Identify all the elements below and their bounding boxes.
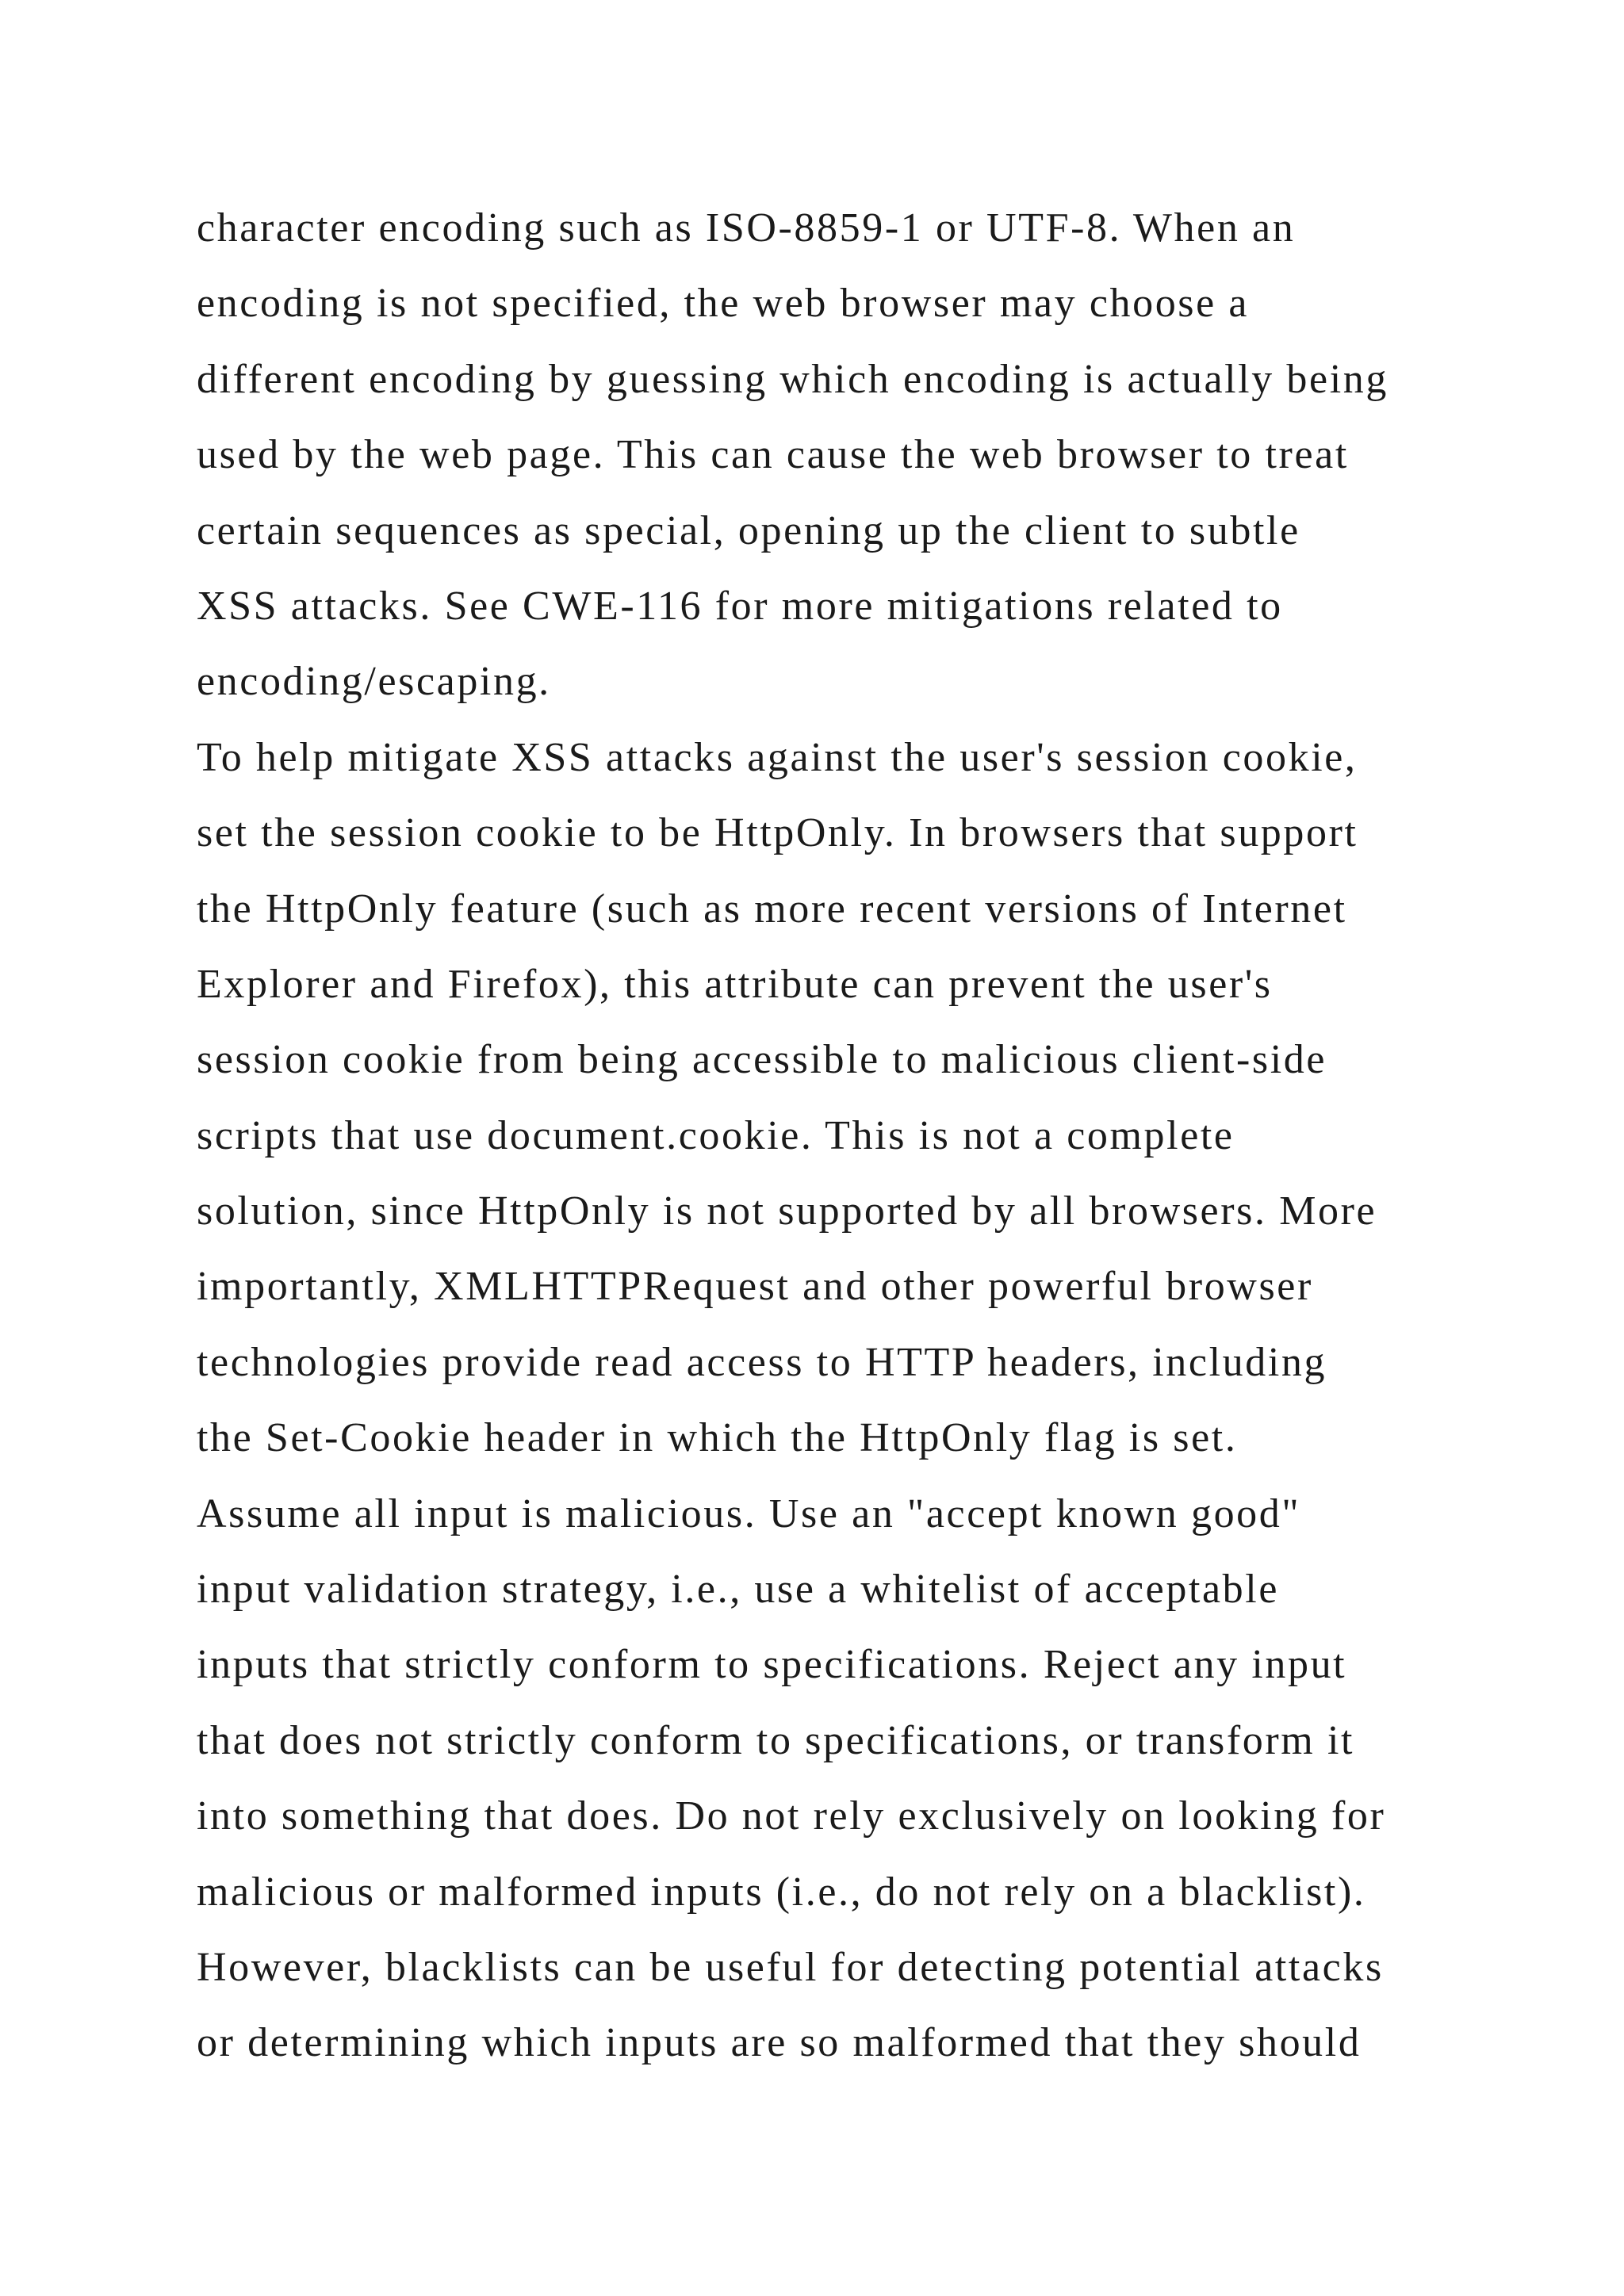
text-line: However, blacklists can be useful for detecting potential attacks [197,1944,1384,1990]
text-line: Explorer and Firefox), this attribute can prevent the user's [197,961,1273,1007]
text-line: technologies provide read access to HTTP headers, including [197,1339,1327,1385]
text-line: encoding/escaping. [197,659,551,705]
text-line: session cookie from being accessible to malicious client-side [197,1037,1327,1083]
text-line: importantly, XMLHTTPRequest and other powerful browser [197,1264,1313,1310]
text-line: certain sequences as special, opening up the client to subtle [197,507,1300,553]
text-line: Assume all input is malicious. Use an "accept known good" [197,1490,1301,1536]
text-line: the HttpOnly feature (such as more recent versions of Internet [197,886,1347,932]
body-text [197,190,1497,2081]
text-line: To help mitigate XSS attacks against the user's session cookie, [197,734,1358,780]
text-line: solution, since HttpOnly is not supported by all browsers. More [197,1188,1377,1234]
text-line: input validation strategy, i.e., use a whitelist of acceptable [197,1567,1279,1613]
text-line: different encoding by guessing which encoding is actually being [197,356,1388,402]
text-line: encoding is not specified, the web browser may choose a [197,281,1250,327]
text-line: XSS attacks. See CWE-116 for more mitigations related to [197,583,1283,629]
text-line: or determining which inputs are so malformed that they should [197,2020,1362,2066]
text-line: into something that does. Do not rely exclusively on looking for [197,1793,1386,1839]
text-line: used by the web page. This can cause the web browser to treat [197,432,1349,478]
text-line: set the session cookie to be HttpOnly. In browsers that support [197,810,1358,856]
text-line: scripts that use document.cookie. This is not a complete [197,1112,1235,1158]
text-line: inputs that strictly conform to specifications. Reject any input [197,1642,1347,1688]
text-line: that does not strictly conform to specifications, or transform it [197,1717,1355,1763]
text-line: malicious or malformed inputs (i.e., do not rely on a blacklist). [197,1869,1366,1915]
text-line: the Set-Cookie header in which the HttpOnly flag is set. [197,1415,1238,1461]
text-line: character encoding such as ISO-8859-1 or UTF-8. When an [197,205,1296,251]
